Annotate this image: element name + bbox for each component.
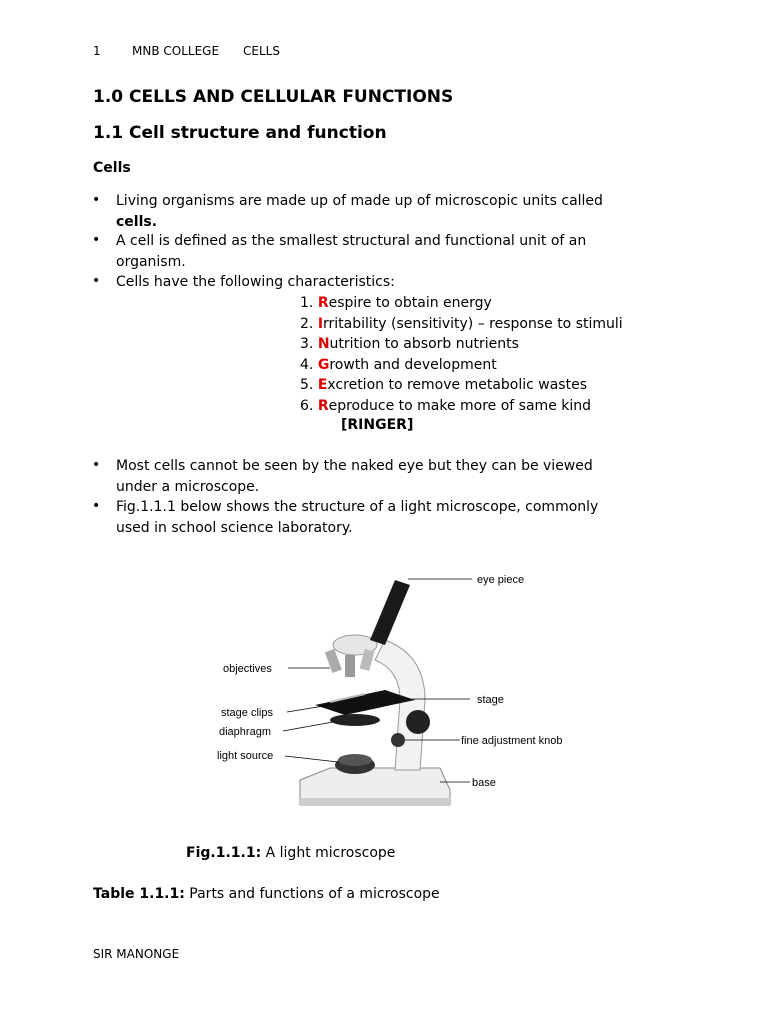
table-caption-text: Parts and functions of a microscope [184, 886, 440, 902]
list-item [300, 375, 623, 396]
list-text: xcretion to remove metabolic wastes [327, 377, 587, 393]
list-text: utrition to absorb nutrients [329, 336, 519, 352]
list-item [300, 334, 623, 355]
label-base: base [472, 777, 496, 789]
bullet-characteristics: Cells have the following characteristics: [116, 274, 395, 290]
microscope-figure [200, 560, 600, 820]
list-item [300, 293, 623, 314]
header-subject: CELLS [243, 44, 280, 58]
list-number: 2. [300, 315, 314, 332]
characteristics-list [300, 293, 623, 416]
bullet-icon: • [92, 192, 101, 208]
label-light-source: light source [217, 750, 274, 762]
bullet-line: A cell is defined as the smallest structural and functional unit of an [116, 233, 587, 249]
bullet-bold-term: cells. [116, 213, 158, 230]
eyepiece-tube [370, 580, 410, 645]
section-title: 1.1 Cell structure and function [93, 123, 387, 143]
bullet-icon: • [92, 498, 101, 514]
bullet-line: organism. [116, 253, 186, 270]
base-edge [300, 798, 450, 806]
list-item [300, 355, 623, 376]
list-number: 5. [300, 377, 314, 393]
header-college: MNB COLLEGE [132, 44, 220, 58]
bullet-icon: • [92, 273, 101, 289]
fine-knob-shape [391, 733, 405, 747]
mnemonic-letter: G [317, 356, 330, 373]
mnemonic-letter: R [317, 295, 329, 311]
subsection-title: Cells [93, 160, 131, 176]
bullet-line: Fig.1.1.1 below shows the structure of a light microscope, commonly [116, 499, 599, 515]
bullet-text: Living organisms are made up of made up of microscopic units called [116, 193, 603, 209]
bullet-line: under a microscope. [116, 478, 260, 495]
mnemonic-letter: I [317, 315, 324, 332]
list-text: rritability (sensitivity) – response to stimuli [323, 315, 623, 332]
list-text: eproduce to make more of same kind [328, 397, 592, 414]
table-caption-label: Table 1.1.1: [93, 886, 185, 902]
light-lens [338, 754, 372, 766]
figure-caption-text: A light microscope [261, 845, 396, 861]
mnemonic-letter: R [317, 397, 329, 414]
list-number: 3. [300, 336, 314, 352]
mnemonic-letter: E [317, 377, 328, 393]
bullet-icon: • [92, 232, 101, 248]
label-eye-piece: eye piece [477, 574, 525, 586]
bullet-icon: • [92, 457, 101, 473]
bullet-cells [116, 191, 603, 232]
coarse-knob-shape [406, 710, 430, 734]
mnemonic: [RINGER] [341, 417, 414, 433]
list-item [300, 396, 623, 417]
label-objectives: objectives [223, 663, 272, 675]
objective-lens [345, 655, 355, 677]
bullet-naked-eye [116, 456, 593, 497]
list-item [300, 314, 623, 335]
label-fine-adjustment-knob: fine adjustment knob [461, 735, 563, 747]
label-stage: stage [477, 694, 504, 706]
diaphragm-shape [330, 714, 380, 726]
figure-caption-label: Fig.1.1.1: [186, 845, 262, 861]
list-number: 6. [300, 397, 314, 414]
bullet-figure-ref [116, 497, 598, 538]
bullet-line: Most cells cannot be seen by the naked eye but they can be viewed [116, 458, 593, 474]
list-number: 1. [300, 295, 314, 311]
table-caption [93, 884, 440, 905]
list-text: rowth and development [329, 356, 497, 373]
bullet-line: used in school science laboratory. [116, 519, 353, 536]
mnemonic-letter: N [317, 336, 330, 352]
chapter-title: 1.0 CELLS AND CELLULAR FUNCTIONS [93, 87, 454, 107]
leader-lines [283, 579, 472, 782]
label-diaphragm: diaphragm [219, 726, 271, 738]
bullet-definition [116, 231, 586, 272]
figure-caption [186, 843, 395, 864]
list-text: espire to obtain energy [328, 295, 492, 311]
label-stage-clips: stage clips [221, 707, 273, 719]
footer-author: SIR MANONGE [93, 947, 180, 961]
page-number: 1 [93, 44, 101, 58]
list-number: 4. [300, 356, 314, 373]
